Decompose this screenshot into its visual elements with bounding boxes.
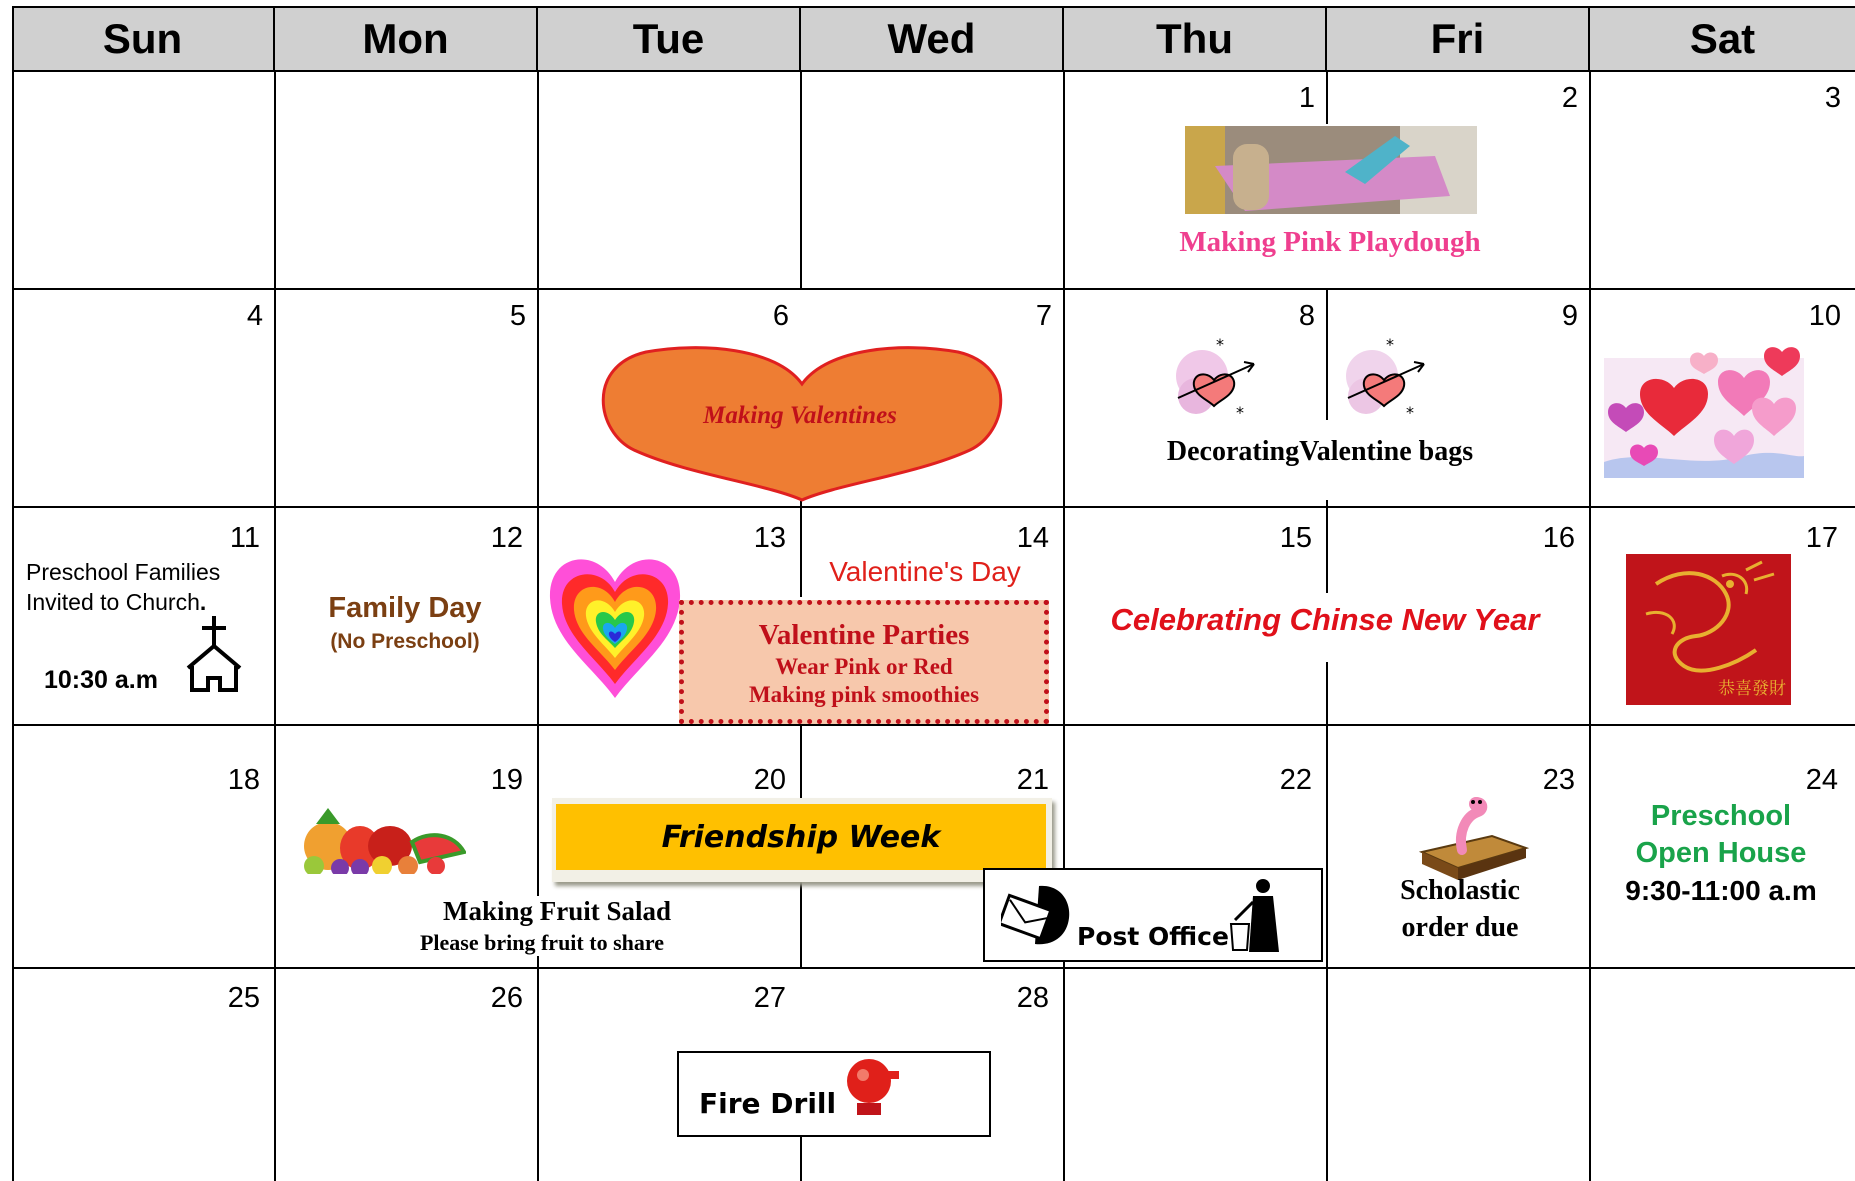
church-icon <box>184 614 244 694</box>
bookworm-icon <box>1418 796 1530 882</box>
decorating-bags-label: DecoratingValentine bags <box>1166 436 1474 467</box>
chinese-dragon-card <box>1626 554 1791 705</box>
weekday-header-sat: Sat <box>1590 6 1855 71</box>
making-valentines-label: Making Valentines <box>703 402 897 429</box>
heart-arrow-icon <box>1170 336 1260 426</box>
heart-arrow-icon <box>1340 336 1430 426</box>
weekday-header-wed: Wed <box>801 6 1064 71</box>
day-number: 20 <box>753 764 786 796</box>
day-number: 19 <box>490 764 523 796</box>
column-divider <box>1589 70 1591 1181</box>
day-number: 10 <box>1808 300 1841 332</box>
open-house <box>1590 798 1852 872</box>
day-number: 8 <box>1298 300 1315 332</box>
scholastic-line2: order due <box>1401 912 1519 943</box>
chinese-card-greeting: 恭喜發財 <box>1718 679 1786 699</box>
no-preschool-label: (No Preschool) <box>330 630 480 653</box>
column-divider <box>537 949 539 1181</box>
family-day-label: Family Day <box>328 592 482 624</box>
calendar-grid <box>12 6 1855 1181</box>
open-house-time: 9:30-11:00 a.m <box>1625 875 1817 906</box>
column-divider <box>1326 288 1328 420</box>
day-number: 18 <box>227 764 260 796</box>
day-number: 16 <box>1542 522 1575 554</box>
fruit-icon <box>290 806 466 874</box>
rainbow-heart-icon <box>548 548 682 700</box>
friendship-week-banner <box>552 798 1052 882</box>
fruit-share-label: Please bring fruit to share <box>370 930 714 956</box>
row-divider <box>12 967 1855 969</box>
weekday-header-sun: Sun <box>12 6 275 71</box>
column-divider <box>800 882 802 967</box>
day-number: 11 <box>229 522 260 554</box>
day-number: 4 <box>246 300 263 332</box>
day-number: 1 <box>1298 82 1315 114</box>
column-divider <box>800 1136 802 1181</box>
day-number: 6 <box>772 300 789 332</box>
column-divider <box>1326 662 1328 1181</box>
church-time: 10:30 a.m <box>44 666 158 694</box>
mail-envelope-icon <box>1001 882 1071 948</box>
column-divider <box>1326 70 1328 124</box>
day-number: 5 <box>509 300 526 332</box>
valentine-parties-title: Valentine Parties <box>758 619 970 651</box>
column-divider <box>1326 506 1328 593</box>
calendar-frame <box>12 6 1855 1181</box>
fire-drill-box <box>677 1051 991 1137</box>
day-number: 12 <box>490 522 523 554</box>
playdough-label: Making Pink Playdough <box>1179 226 1481 258</box>
church-invite-line1: Preschool Families <box>26 559 221 585</box>
day-number: 28 <box>1016 982 1049 1014</box>
fire-alarm-bell-icon <box>843 1057 903 1119</box>
column-divider <box>537 70 539 920</box>
day-number: 25 <box>227 982 260 1014</box>
valentine-parties-line2: Wear Pink or Red <box>775 654 953 679</box>
day-number: 24 <box>1805 764 1838 796</box>
day-number: 14 <box>1016 522 1049 554</box>
svg-text:*: * <box>1406 403 1414 422</box>
column-divider <box>800 724 802 800</box>
day-number: 23 <box>1542 764 1575 796</box>
weekday-header-mon: Mon <box>275 6 538 71</box>
svg-text:*: * <box>1236 403 1244 422</box>
day-number: 15 <box>1279 522 1312 554</box>
scholastic-line1: Scholastic <box>1400 875 1520 906</box>
day-number: 7 <box>1035 300 1052 332</box>
svg-text:*: * <box>1386 336 1394 354</box>
day-number: 3 <box>1824 82 1841 114</box>
church-invite: Preschool Families Invited to Church. <box>26 559 221 615</box>
post-office-box <box>983 868 1323 962</box>
mail-carrier-icon <box>1229 876 1289 956</box>
church-invite-line2: Invited to Church <box>26 589 200 615</box>
day-number: 2 <box>1561 82 1578 114</box>
post-office-label: Post Office <box>1077 922 1229 951</box>
row-divider <box>12 506 1855 508</box>
day-number: 9 <box>1561 300 1578 332</box>
row-divider <box>12 288 1855 290</box>
chinese-new-year-label: Celebrating Chinse New Year <box>1110 602 1540 637</box>
open-house-line2: Open House <box>1635 837 1807 869</box>
day-number: 13 <box>753 522 786 554</box>
friendship-week-label: Friendship Week <box>556 804 1046 870</box>
valentine-parties-line3: Making pink smoothies <box>748 682 980 707</box>
day-number: 26 <box>490 982 523 1014</box>
row-divider <box>12 70 1855 72</box>
day-number: 21 <box>1016 764 1049 796</box>
scholastic-note <box>1340 872 1580 946</box>
row-divider <box>12 724 1855 726</box>
column-divider <box>800 70 802 288</box>
day-number: 22 <box>1279 764 1312 796</box>
playdough-photo <box>1185 126 1477 214</box>
valentine-parties-box <box>679 600 1049 724</box>
hearts-collage-icon <box>1604 338 1804 484</box>
day-number: 17 <box>1805 522 1838 554</box>
fire-drill-label: Fire Drill <box>699 1087 837 1120</box>
fruit-salad-label: Making Fruit Salad <box>392 896 722 927</box>
svg-text:*: * <box>1216 336 1224 354</box>
valentines-day-label: Valentine's Day <box>829 556 1021 587</box>
open-house-line1: Preschool <box>1650 800 1792 832</box>
weekday-header-thu: Thu <box>1064 6 1327 71</box>
day-number: 27 <box>753 982 786 1014</box>
weekday-header-tue: Tue <box>538 6 801 71</box>
column-divider <box>1063 70 1065 1181</box>
weekday-header-fri: Fri <box>1327 6 1590 71</box>
column-divider <box>274 70 276 1181</box>
